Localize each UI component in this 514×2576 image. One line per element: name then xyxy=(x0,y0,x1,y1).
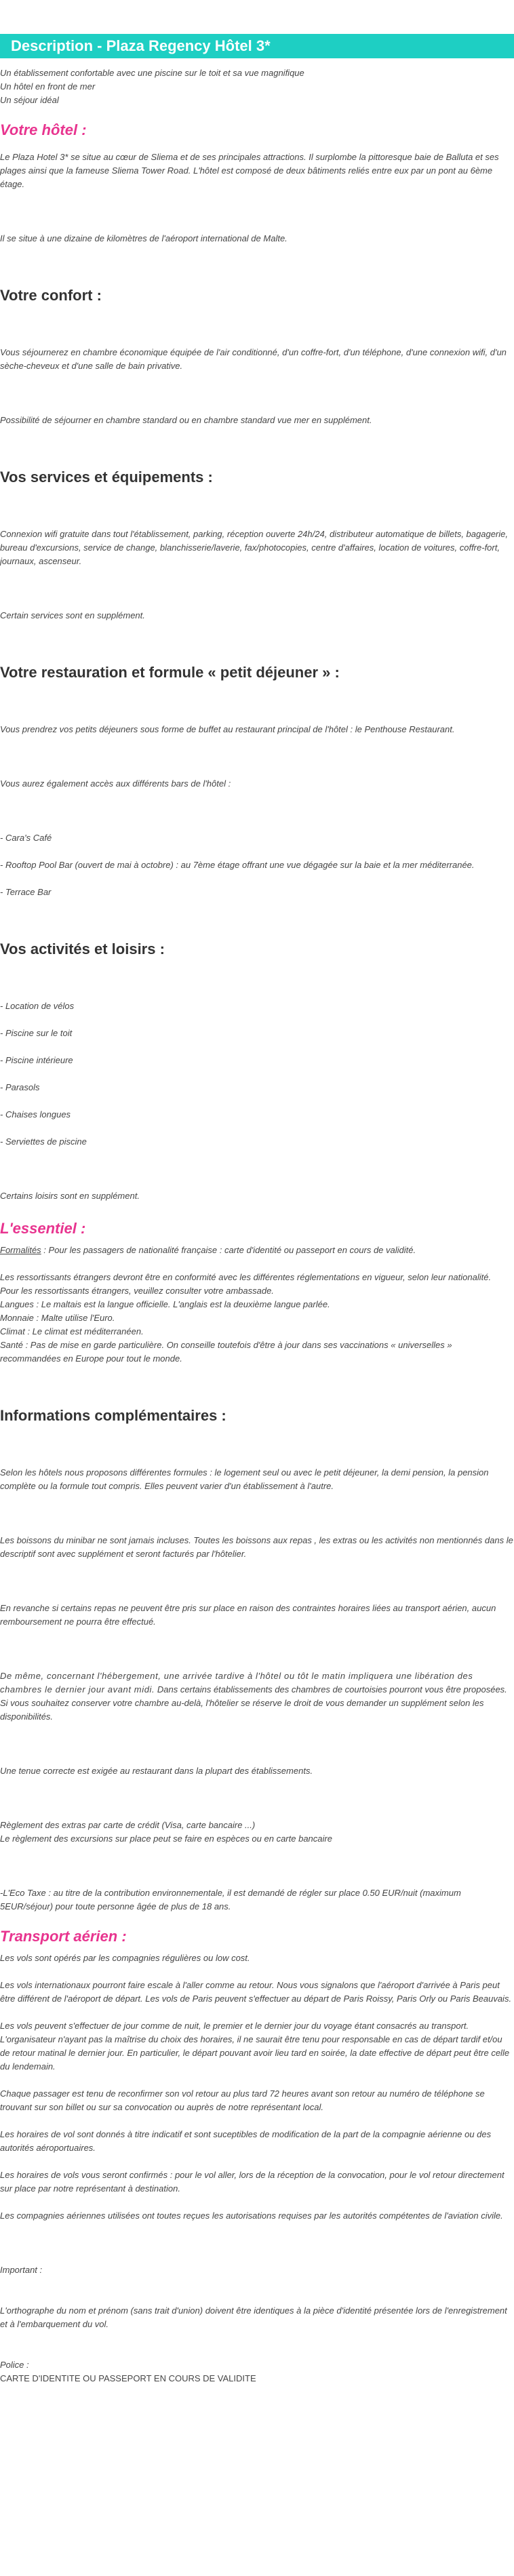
transport-paragraph: Les horaires de vols vous seront confirmés : pour le vol aller, lors de la réception de la convocation, pour le vol retour directement sur place par notre représentant à destination. xyxy=(0,2170,505,2194)
section-heading-activites: Vos activités et loisirs : xyxy=(0,940,165,957)
bar-item: - Rooftop Pool Bar (ouvert de mai à octobre) : au 7ème étage offrant une vue dégagée sur la baie et la mer méditerranée. xyxy=(0,860,475,870)
transport-paragraph: Chaque passager est tenu de reconfirmer son vol retour au plus tard 72 heures avant son retour au numéro de téléphone se trouvant sur son billet ou sur sa convocation ou auprès de notre représentant local. xyxy=(0,2088,485,2112)
infos-hebergement-lead: De même, concernant l'hébergement, une arrivée tardive à l'hôtel ou tôt le matin impliquera une libération des chambres le dernier jour avant midi. xyxy=(0,1671,473,1695)
activity-item: - Piscine intérieure xyxy=(0,1055,73,1065)
services-paragraph: Certain services sont en supplément. xyxy=(0,610,145,620)
transport-paragraph: Les vols sont opérés par les compagnies régulières ou low cost. xyxy=(0,1953,250,1963)
essentiel-paragraph: Climat : Le climat est méditerranéen. xyxy=(0,1326,144,1336)
section-heading-infos: Informations complémentaires : xyxy=(0,1407,226,1424)
essentiel-paragraph: Les ressortissants étrangers devront être en conformité avec les différentes réglementations en vigueur, selon leur nationalité. xyxy=(0,1272,492,1282)
infos-hebergement-rest: Dans certains établissements des chambres de courtoisies pourront vous être proposées. Si vous souhaitez conserver votre chambre au-delà, l'hôtelier se réserve le droit de vous demander un supplément selon les disponibilités. xyxy=(0,1684,507,1722)
police-text: CARTE D'IDENTITE OU PASSEPORT EN COURS DE VALIDITE xyxy=(0,2373,256,2383)
important-label: Important : xyxy=(0,2265,43,2275)
essentiel-paragraph: Pour les ressortissants étrangers, veuillez consulter votre ambassade. xyxy=(0,1286,274,1296)
infos-paragraph: En revanche si certains repas ne peuvent être pris sur place en raison des contraintes horaires liées au transport aérien, aucun remboursement ne pourra être effectué. xyxy=(0,1603,496,1627)
essentiel-paragraph: Monnaie : Malte utilise l'Euro. xyxy=(0,1313,115,1323)
intro-line: Un hôtel en front de mer xyxy=(0,81,96,92)
intro-line: Un établissement confortable avec une piscine sur le toit et sa vue magnifique xyxy=(0,68,304,78)
hotel-paragraph: Il se situe à une dizaine de kilomètres de l'aéroport international de Malte. xyxy=(0,233,288,243)
essentiel-paragraph: Langues : Le maltais est la langue officielle. L'anglais est la deuxième langue parlée. xyxy=(0,1299,330,1309)
confort-paragraph: Vous séjournerez en chambre économique équipée de l'air conditionné, d'un coffre-fort, d'un téléphone, d'une connexion wifi, d'un sèche-cheveux et d'une salle de bain privative. xyxy=(0,347,507,371)
formalites-text: : Pour les passagers de nationalité française : carte d'identité ou passeport en cours de validité. xyxy=(41,1245,416,1255)
section-heading-essentiel: L'essentiel : xyxy=(0,1220,86,1237)
activity-item: - Piscine sur le toit xyxy=(0,1028,73,1038)
infos-paragraph: Le règlement des excursions sur place peut se faire en espèces ou en carte bancaire xyxy=(0,1834,332,1844)
infos-paragraph xyxy=(0,1669,514,1724)
activity-item: - Parasols xyxy=(0,1082,40,1092)
important-paragraph: L'orthographe du nom et prénom (sans trait d'union) doivent être identiques à la pièce d'identité présentée lors de l'enregistrement et à l'embarquement du vol. xyxy=(0,2305,507,2329)
infos-eco-taxe: -L'Eco Taxe : au titre de la contribution environnementale, il est demandé de régler sur place 0.50 EUR/nuit (maximum 5EUR/séjour) pour toute personne âgée de plus de 18 ans. xyxy=(0,1888,461,1911)
activity-item: - Location de vélos xyxy=(0,1001,75,1011)
intro-line: Un séjour idéal xyxy=(0,95,59,105)
activity-item: - Serviettes de piscine xyxy=(0,1136,87,1147)
bar-item: - Terrace Bar xyxy=(0,887,52,897)
section-heading-confort: Votre confort : xyxy=(0,287,102,304)
restauration-paragraph: Vous aurez également accès aux différents bars de l'hôtel : xyxy=(0,778,231,789)
transport-paragraph: Les vols peuvent s'effectuer de jour comme de nuit, le premier et le dernier jour du voyage étant consacrés au transport. L'organisateur n'ayant pas la maîtrise du choix des horaires, il ne saurait être tenu pour responsable en cas de départ tardif et/ou de retour matinal le dernier jour. En particulier, le départ pouvant avoir lieu tard en soirée, la date effective de départ peut être celle du lendemain. xyxy=(0,2021,510,2072)
activity-item: - Chaises longues xyxy=(0,1109,71,1119)
section-heading-transport: Transport aérien : xyxy=(0,1928,127,1945)
formalites-label: Formalités xyxy=(0,1245,41,1255)
infos-paragraph: Les boissons du minibar ne sont jamais incluses. Toutes les boissons aux repas , les extras ou les activités non mentionnés dans le descriptif sont avec supplément et seront facturés par l'hôtelier. xyxy=(0,1535,513,1559)
confort-paragraph: Possibilité de séjourner en chambre standard ou en chambre standard vue mer en supplément. xyxy=(0,415,372,425)
formalites-paragraph xyxy=(0,1244,514,1257)
services-paragraph: Connexion wifi gratuite dans tout l'établissement, parking, réception ouverte 24h/24, distributeur automatique de billets, bagagerie, bureau d'excursions, service de change, blanchisserie/laverie, fax/photocopies, centre d'affaires, location de voitures, coffre-fort, journaux, ascenseur. xyxy=(0,529,508,566)
intro-section xyxy=(0,66,514,107)
restauration-paragraph: Vous prendrez vos petits déjeuners sous forme de buffet au restaurant principal de l'hôtel : le Penthouse Restaurant. xyxy=(0,724,455,734)
activity-note: Certains loisirs sont en supplément. xyxy=(0,1191,140,1201)
section-heading-services: Vos services et équipements : xyxy=(0,469,213,486)
transport-paragraph: Les horaires de vol sont donnés à titre indicatif et sont suceptibles de modification de la part de la compagnie aérienne ou des autorités aéroportuaires. xyxy=(0,2129,492,2153)
infos-paragraph: Une tenue correcte est exigée au restaurant dans la plupart des établissements. xyxy=(0,1766,313,1776)
transport-paragraph: Les vols internationaux pourront faire escale à l'aller comme au retour. Nous vous signalons que l'aéroport d'arrivée à Paris peut être différent de l'aéroport de départ. Les vols de Paris peuvent s'effectuer au départ de Paris Roissy, Paris Orly ou Paris Beauvais. xyxy=(0,1980,512,2004)
infos-paragraph: Règlement des extras par carte de crédit (Visa, carte bancaire ...) xyxy=(0,1820,256,1830)
description-banner: Description - Plaza Regency Hôtel 3* xyxy=(0,34,514,58)
bar-item: - Cara's Café xyxy=(0,833,52,843)
police-label: Police : xyxy=(0,2360,29,2370)
section-heading-hotel: Votre hôtel : xyxy=(0,121,87,138)
hotel-paragraph: Le Plaza Hotel 3* se situe au cœur de Sliema et de ses principales attractions. Il surplombe la pittoresque baie de Balluta et ses plages ainsi que la fameuse Sliema Tower Road. L'hôtel est composé de deux bâtiments reliés entre eux par un pont au 6ème étage. xyxy=(0,152,499,189)
transport-paragraph: Les compagnies aériennes utilisées ont toutes reçues les autorisations requises par les autorités compétentes de l'aviation civile. xyxy=(0,2211,503,2221)
section-heading-restauration: Votre restauration et formule « petit déjeuner » : xyxy=(0,664,340,681)
essentiel-paragraph: Santé : Pas de mise en garde particulière. On conseille toutefois d'être à jour dans ses vaccinations « universelles » recommandées en Europe pour tout le monde. xyxy=(0,1340,452,1364)
infos-paragraph: Selon les hôtels nous proposons différentes formules : le logement seul ou avec le petit déjeuner, la demi pension, la pension complète ou la formule tout compris. Elles peuvent varier d'un établissement à l'autre. xyxy=(0,1467,489,1491)
